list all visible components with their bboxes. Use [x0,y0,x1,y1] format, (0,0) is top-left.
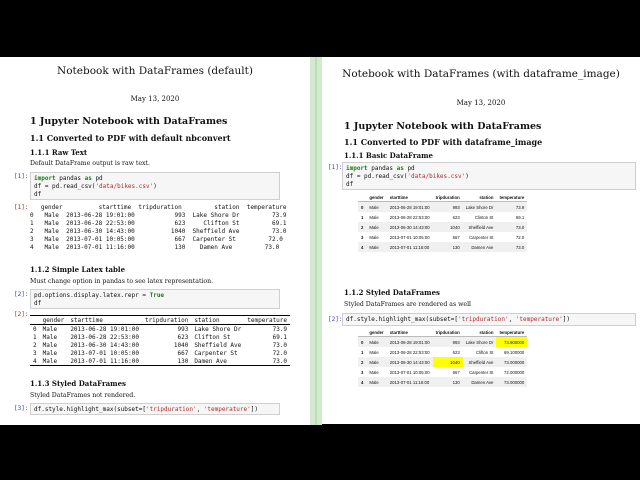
page-title: Notebook with DataFrames (with dataframe_image) [342,68,620,80]
column-header: tripduration [142,316,191,325]
column-header: station [463,329,497,337]
raw-dataframe-output [30,204,286,252]
output-line: gender starttime tripduration station temperature [30,204,287,211]
code-cell[interactable]: import pandas as pd df = pd.read_csv('data/bikes.csv') df [30,172,280,200]
column-header: starttime [387,194,433,202]
column-header: tripduration [433,329,463,337]
table-row: 0 Male 2013-06-28 19:01:00 993 Lake Shore Dr 73.9 [358,202,527,213]
paragraph: Styled DataFrames not rendered. [30,392,136,399]
code-cell[interactable]: import pandas as pd df = pd.read_csv('data/bikes.csv') df [342,162,636,190]
output-prompt: [1]: [14,204,29,211]
column-header: gender [366,194,386,202]
section-heading: 1 Jupyter Notebook with DataFrames [30,116,228,127]
table-row: 1 Male 2013-06-28 22:53:00 623 Clifton St 69.1 [33,333,288,341]
paragraph: Must change option in pandas to see latex representation. [30,278,214,285]
output-line: 0 Male 2013-06-28 19:01:00 993 Lake Shore Dr 73.9 [30,212,287,219]
table-row: 0 Male 2013-06-28 19:01:00 993 Lake Shore Dr 73.900000 [358,337,527,348]
column-header: temperature [496,194,527,202]
subsubsection-heading: 1.1.1 Raw Text [30,148,88,157]
table-row: 0 Male 2013-06-28 19:01:00 993 Lake Shore Dr 73.9 [33,325,288,333]
column-header: temperature [496,329,527,337]
output-line: 3 Male 2013-07-01 10:05:00 667 Carpenter St 72.0 [30,236,283,243]
section-heading: 1 Jupyter Notebook with DataFrames [344,121,542,132]
page-date: May 13, 2020 [130,95,180,103]
output-line: 4 Male 2013-07-01 11:16:00 130 Damen Ave 73.0 [30,244,280,251]
input-prompt: [1]: [328,164,343,171]
table-row: 1 Male 2013-06-28 22:53:00 623 Clifton St 69.100000 [361,349,525,355]
subsubsection-heading: 1.1.2 Simple Latex table [30,265,126,274]
subsection-heading: 1.1 Converted to PDF with default nbconvert [30,133,231,143]
right-pdf-page [322,57,640,424]
input-prompt: [3]: [14,405,29,412]
paragraph: Default DataFrame output is raw text. [30,160,150,167]
column-header [358,329,366,337]
styled-dataframe-image-table [358,329,527,387]
input-prompt: [1]: [14,173,29,180]
table-row: 4 Male 2013-07-01 11:16:00 130 Damen Ave 73.0 [30,357,290,366]
page-date: May 13, 2020 [456,99,506,107]
column-header: tripduration [433,194,463,202]
output-prompt: [2]: [14,311,29,318]
column-header: temperature [244,316,290,325]
subsubsection-heading: 1.1.2 Styled DataFrames [344,288,440,297]
dataframe-image-table [358,194,527,252]
highlighted-max-cell: 73.900000 [496,337,527,348]
column-header: gender [366,329,386,337]
code-cell[interactable]: df.style.highlight_max(subset=['tripduration', 'temperature']) [342,313,636,326]
subsubsection-heading: 1.1.3 Styled DataFrames [30,379,126,388]
table-row: 2 Male 2013-06-30 14:43:00 1040 Sheffield Ave 73.0 [33,341,288,349]
column-header: starttime [67,316,142,325]
table-row: 3 Male 2013-07-01 10:05:00 667 Carpenter St 72.000000 [361,369,525,375]
table-row: 2 Male 2013-06-30 14:43:00 1040 Sheffield Ave 73.000000 [358,357,527,367]
table-row: 3 Male 2013-07-01 10:05:00 667 Carpenter St 72.0 [361,234,525,240]
left-pdf-page [0,57,310,425]
highlighted-max-cell: 1040 [433,357,463,367]
subsection-heading: 1.1 Converted to PDF with dataframe_image [344,137,543,147]
subsubsection-heading: 1.1.1 Basic DataFrame [344,151,433,160]
column-header: station [463,194,497,202]
paragraph: Styled DataFrames are rendered as well [344,301,472,308]
page-title: Notebook with DataFrames (default) [57,65,253,77]
code-cell[interactable]: pd.options.display.latex.repr = True df [30,289,280,309]
table-row: 4 Male 2013-07-01 11:16:00 130 Damen Ave 73.0 [358,242,527,252]
column-header: starttime [387,329,433,337]
table-row: 2 Male 2013-06-30 14:43:00 1040 Sheffield Ave 73.0 [358,222,527,232]
latex-table [30,315,290,366]
output-line: 2 Male 2013-06-30 14:43:00 1040 Sheffield Ave 73.0 [30,228,287,235]
page-divider [310,57,322,425]
column-header [30,316,40,325]
input-prompt: [2]: [14,291,29,298]
column-header: station [191,316,244,325]
table-row: 4 Male 2013-07-01 11:16:00 130 Damen Ave 73.000000 [358,377,527,387]
table-row: 1 Male 2013-06-28 22:53:00 623 Clinton St 69.1 [361,214,525,220]
table-row: 3 Male 2013-07-01 10:05:00 667 Carpenter St 72.0 [33,349,288,357]
column-header [358,194,366,202]
output-line: 1 Male 2013-06-28 22:53:00 623 Clifton St 69.1 [30,220,287,227]
column-header: gender [40,316,68,325]
code-cell[interactable]: df.style.highlight_max(subset=['tripduration', 'temperature']) [30,403,280,415]
input-prompt: [2]: [328,316,343,323]
